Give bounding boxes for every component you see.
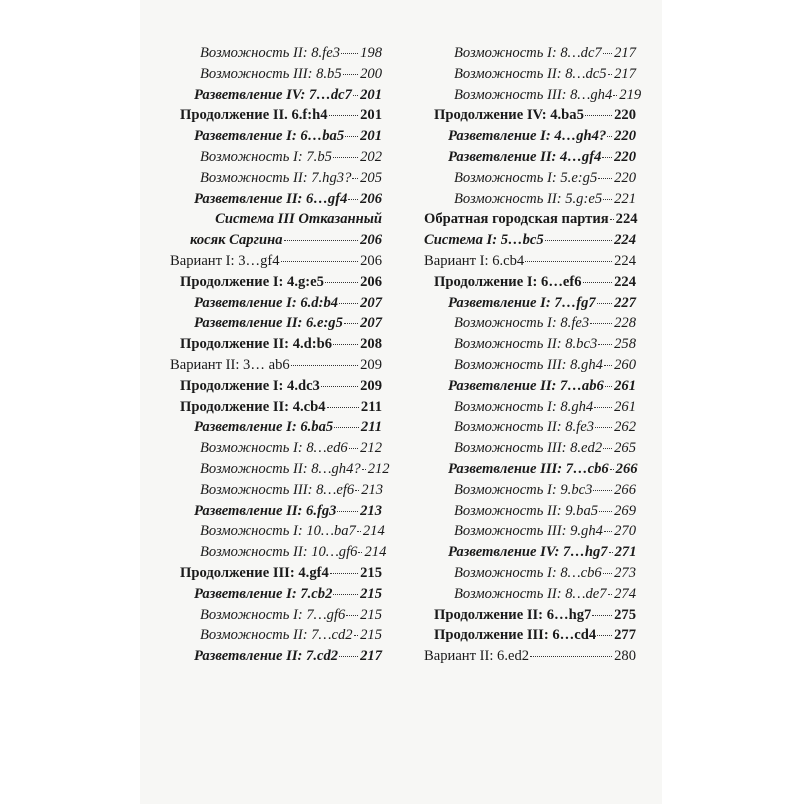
- toc-entry-page-number: 220: [614, 107, 636, 124]
- dot-leader: [339, 303, 358, 304]
- toc-entry-label: Возможность III: 8.gh4: [454, 356, 603, 373]
- toc-right-column: [424, 43, 642, 667]
- toc-entry-page-number: 206: [360, 252, 382, 269]
- toc-entry-label: Возможность I: 7…gf6: [200, 606, 346, 623]
- toc-entry-label: Разветвление II: 6.e:g5: [194, 315, 343, 332]
- dot-leader: [345, 136, 358, 137]
- toc-entry: [170, 313, 382, 334]
- toc-entry: [170, 376, 382, 397]
- toc-entry-page-number: 212: [360, 440, 382, 457]
- toc-entry: [170, 251, 382, 272]
- toc-entry-label: Возможность II: 7…cd2: [200, 627, 353, 644]
- toc-entry: [170, 584, 382, 605]
- toc-entry-page-number: 201: [360, 107, 382, 124]
- toc-entry-label: Продолжение II. 6.f:h4: [180, 107, 328, 124]
- dot-leader: [357, 531, 361, 532]
- toc-entry: [424, 417, 636, 438]
- dot-leader: [610, 219, 614, 220]
- toc-entry: [424, 272, 636, 293]
- toc-entry-label: Разветвление I: 4…gh4?: [448, 128, 607, 145]
- toc-entry: [424, 501, 636, 522]
- toc-entry-page-number: 205: [360, 169, 382, 186]
- toc-entry-page-number: 220: [614, 169, 636, 186]
- dot-leader: [341, 53, 358, 54]
- toc-entry-label: Возможность II: 8…de7: [454, 585, 607, 602]
- dot-leader: [593, 490, 612, 491]
- toc-entry: [424, 168, 636, 189]
- dot-leader: [281, 261, 359, 262]
- toc-entry-label: Возможность II: 5.g:e5: [454, 190, 603, 207]
- toc-entry-page-number: 214: [364, 544, 387, 561]
- toc-entry: [424, 459, 636, 480]
- dot-leader: [530, 656, 612, 657]
- toc-entry-label: Вариант II: 6.ed2: [424, 648, 530, 665]
- toc-entry: [170, 625, 382, 646]
- toc-entry-label: Возможность III: 9.gh4: [454, 523, 603, 540]
- toc-entry: [424, 43, 636, 64]
- toc-entry-label: Разветвление I: 6…ba5: [194, 128, 345, 145]
- dot-leader: [597, 635, 612, 636]
- toc-entry-label: Разветвление III: 7…cb6: [448, 460, 609, 477]
- toc-entry-page-number: 224: [615, 211, 638, 228]
- toc-entry-page-number: 211: [360, 419, 382, 436]
- toc-entry-page-number: 201: [360, 86, 382, 103]
- toc-entry-label: Продолжение II: 4.d:b6: [180, 336, 333, 353]
- toc-entry: [170, 168, 382, 189]
- toc-entry: [170, 459, 390, 480]
- dot-leader: [605, 386, 612, 387]
- toc-entry-label: Разветвление II: 6.fg3: [194, 502, 337, 519]
- toc-entry: [170, 64, 382, 85]
- toc-entry: [424, 625, 636, 646]
- toc-entry-label: Возможность II: 8.fe3: [200, 45, 341, 61]
- toc-entry: [424, 313, 636, 334]
- toc-entry: [424, 563, 636, 584]
- dot-leader: [352, 178, 358, 179]
- toc-entry-page-number: 207: [360, 315, 382, 332]
- toc-entry-label: Система III Отказанный: [215, 211, 382, 228]
- toc-entry-label: Разветвление I: 6.d:b4: [194, 294, 339, 311]
- dot-leader: [343, 74, 358, 75]
- toc-entry: [170, 189, 382, 210]
- dot-leader: [346, 615, 358, 616]
- toc-entry-label: Возможность I: 8…dc7: [454, 45, 602, 61]
- toc-entry: [170, 126, 382, 147]
- toc-entry: [170, 355, 382, 376]
- toc-entry-label: Разветвление II: 7…ab6: [448, 377, 604, 394]
- dot-leader: [590, 323, 612, 324]
- toc-entry: [170, 438, 382, 459]
- toc-entry: [424, 293, 636, 314]
- toc-entry: [170, 563, 382, 584]
- toc-entry: [170, 480, 382, 501]
- toc-entry-page-number: 266: [614, 481, 636, 498]
- toc-entry-page-number: 206: [360, 232, 382, 249]
- toc-entry: [170, 43, 382, 64]
- toc-entry: [170, 230, 382, 251]
- toc-entry-page-number: 209: [360, 377, 382, 394]
- toc-entry-page-number: 215: [360, 585, 382, 602]
- toc-entry-page-number: 213: [360, 502, 382, 519]
- toc-entry-label: Возможность III: 8.ed2: [454, 440, 603, 457]
- toc-entry-page-number: 209: [360, 356, 382, 373]
- dot-leader: [291, 365, 358, 366]
- toc-entry-label: Разветвление I: 7.cb2: [194, 585, 333, 602]
- toc-entry: [170, 501, 382, 522]
- dot-leader: [603, 448, 612, 449]
- dot-leader: [613, 95, 617, 96]
- toc-entry: [424, 64, 636, 85]
- toc-entry-label: Возможность I: 5.e:g5: [454, 169, 598, 186]
- dot-leader: [595, 427, 612, 428]
- dot-leader: [585, 115, 612, 116]
- toc-entry-label: Разветвление I: 6.ba5: [194, 419, 334, 436]
- toc-entry-label: Вариант II: 3… ab6: [170, 356, 290, 373]
- toc-entry-label: Возможность III: 8…gh4: [454, 86, 613, 103]
- toc-entry: [424, 355, 636, 376]
- toc-entry: [170, 542, 387, 563]
- toc-entry-page-number: 269: [614, 502, 636, 519]
- toc-entry-page-number: 202: [360, 148, 382, 165]
- toc-entry: [424, 521, 636, 542]
- dot-leader: [598, 178, 612, 179]
- toc-entry-label: Возможность I: 10…ba7: [200, 523, 356, 540]
- toc-entry-label: Система I: 5…bc5: [424, 232, 544, 249]
- toc-entry: [170, 605, 382, 626]
- toc-entry: [424, 542, 636, 563]
- toc-entry: [424, 646, 636, 667]
- toc-entry: [170, 334, 382, 355]
- toc-entry-label: Возможность II: 10…gf6: [200, 544, 358, 561]
- dot-leader: [333, 594, 358, 595]
- toc-entry-label: Продолжение I: 4.g:e5: [180, 273, 324, 290]
- dot-leader: [607, 136, 612, 137]
- dot-leader: [604, 365, 612, 366]
- dot-leader: [339, 656, 358, 657]
- toc-entry: [424, 334, 636, 355]
- dot-leader: [603, 573, 612, 574]
- toc-entry-page-number: 277: [614, 627, 636, 644]
- toc-entry-label: Продолжение IV: 4.ba5: [434, 107, 584, 124]
- toc-entry-label: Возможность I: 8.gh4: [454, 398, 594, 415]
- toc-entry-page-number: 274: [614, 585, 636, 602]
- toc-entry-label: Возможность II: 8.bc3: [454, 336, 598, 353]
- toc-entry: [170, 105, 382, 126]
- toc-entry-page-number: 280: [614, 648, 636, 665]
- toc-entry: [424, 605, 636, 626]
- toc-left-column: [170, 43, 390, 667]
- toc-entry-page-number: 261: [614, 398, 636, 415]
- toc-entry-page-number: 213: [361, 481, 384, 498]
- dot-leader: [604, 531, 612, 532]
- toc-entry-page-number: 219: [619, 86, 642, 103]
- toc-entry-page-number: 217: [614, 45, 636, 61]
- toc-entry-label: Разветвление II: 4…gf4: [448, 148, 602, 165]
- toc-entry: [170, 272, 382, 293]
- toc-entry-page-number: 258: [614, 336, 636, 353]
- toc-entry-page-number: 224: [614, 252, 636, 269]
- toc-entry-label: Продолжение I: 6…ef6: [434, 273, 582, 290]
- dot-leader: [597, 303, 612, 304]
- toc-entry-label: Возможность II: 7.hg3?: [200, 169, 352, 186]
- toc-entry-label: Возможность II: 8…gh4?: [200, 460, 361, 477]
- toc-entry-label: Возможность I: 9.bc3: [454, 481, 593, 498]
- dot-leader: [333, 344, 358, 345]
- toc-entry-page-number: 208: [360, 336, 382, 353]
- dot-leader: [583, 282, 613, 283]
- toc-entry-label: Возможность I: 8.fe3: [454, 315, 590, 332]
- dot-leader: [348, 199, 358, 200]
- toc-entry: [170, 85, 382, 106]
- toc-entry-label: косяк Саргина: [190, 232, 283, 249]
- toc-entry: [424, 230, 636, 251]
- toc-entry-page-number: 224: [614, 232, 636, 249]
- toc-entry-page-number: 212: [367, 460, 390, 477]
- dot-leader: [329, 115, 359, 116]
- toc-entry: [170, 417, 382, 438]
- toc-entry-label: Вариант I: 3…gf4: [170, 252, 280, 269]
- toc-entry-label: Вариант I: 6.cb4: [424, 252, 525, 269]
- toc-entry: [424, 209, 636, 230]
- toc-entry-label: Возможность II: 8…dc5: [454, 65, 607, 82]
- toc-entry-label: Возможность III: 8…ef6: [200, 481, 355, 498]
- dot-leader: [603, 53, 612, 54]
- toc-entry-page-number: 266: [615, 460, 638, 477]
- dot-leader: [362, 469, 366, 470]
- toc-entry-page-number: 227: [614, 294, 636, 311]
- dot-leader: [321, 386, 358, 387]
- toc-entry-page-number: 215: [360, 606, 382, 623]
- toc-entry-label: Продолжение I: 4.dc3: [180, 377, 320, 394]
- dot-leader: [594, 407, 612, 408]
- toc-entry-page-number: 206: [360, 273, 382, 290]
- toc-entry-page-number: 271: [614, 544, 637, 561]
- toc-entry: [424, 147, 636, 168]
- dot-leader: [337, 511, 358, 512]
- dot-leader: [608, 594, 613, 595]
- dot-leader: [349, 448, 358, 449]
- dot-leader: [358, 552, 362, 553]
- toc-entry-page-number: 262: [614, 419, 636, 436]
- toc-entry-label: Возможность II: 9.ba5: [454, 502, 599, 519]
- toc-entry: [170, 521, 385, 542]
- toc-entry-page-number: 228: [614, 315, 636, 332]
- toc-entry-page-number: 217: [360, 648, 382, 665]
- toc-entry: [170, 209, 382, 230]
- toc-entry-page-number: 207: [360, 294, 382, 311]
- toc-entry: [170, 397, 382, 418]
- toc-entry: [170, 293, 382, 314]
- toc-entry: [170, 147, 382, 168]
- dot-leader: [327, 407, 359, 408]
- toc-entry-label: Продолжение II: 6…hg7: [434, 606, 592, 623]
- dot-leader: [545, 240, 612, 241]
- toc-entry-label: Разветвление II: 6…gf4: [194, 190, 348, 207]
- dot-leader: [598, 344, 612, 345]
- toc-entry-label: Обратная городская партия: [424, 211, 609, 228]
- dot-leader: [344, 323, 358, 324]
- toc-entry: [424, 438, 636, 459]
- toc-entry-page-number: 270: [614, 523, 636, 540]
- dot-leader: [333, 157, 358, 158]
- dot-leader: [603, 199, 612, 200]
- toc-entry-label: Продолжение II: 4.cb4: [180, 398, 326, 415]
- dot-leader: [355, 490, 359, 491]
- toc-entry-label: Продолжение III: 6…cd4: [434, 627, 597, 644]
- toc-entry: [424, 189, 636, 210]
- toc-entry-page-number: 201: [360, 128, 382, 145]
- toc-entry-page-number: 217: [614, 65, 636, 82]
- toc-entry-label: Разветвление IV: 7…hg7: [448, 544, 608, 561]
- toc-entry-label: Продолжение III: 4.gf4: [180, 564, 329, 581]
- toc-entry-label: Возможность I: 8…cb6: [454, 564, 602, 581]
- toc-entry: [170, 646, 382, 667]
- toc-entry-page-number: 200: [360, 65, 382, 82]
- toc-entry-label: Возможность III: 8.b5: [200, 65, 342, 82]
- dot-leader: [608, 74, 613, 75]
- toc-entry-page-number: 265: [614, 440, 636, 457]
- dot-leader: [599, 511, 612, 512]
- toc-entry-page-number: 206: [360, 190, 382, 207]
- dot-leader: [609, 552, 613, 553]
- toc-entry-label: Возможность I: 7.b5: [200, 148, 332, 165]
- dot-leader: [325, 282, 358, 283]
- toc-entry: [424, 251, 636, 272]
- toc-entry: [424, 397, 636, 418]
- dot-leader: [592, 615, 612, 616]
- toc-entry-page-number: 215: [360, 564, 382, 581]
- dot-leader: [602, 157, 612, 158]
- toc-entry: [424, 376, 636, 397]
- dot-leader: [334, 427, 359, 428]
- toc-entry-page-number: 273: [614, 564, 636, 581]
- toc-entry-page-number: 215: [360, 627, 382, 644]
- toc-entry: [424, 480, 636, 501]
- toc-entry-label: Разветвление I: 7…fg7: [448, 294, 596, 311]
- dot-leader: [284, 240, 359, 241]
- toc-entry-page-number: 220: [614, 128, 636, 145]
- toc-entry-page-number: 261: [614, 377, 636, 394]
- toc-entry-page-number: 224: [614, 273, 636, 290]
- toc-entry: [424, 105, 636, 126]
- toc-entry-label: Возможность I: 8…ed6: [200, 440, 348, 457]
- toc-entry-label: Разветвление II: 7.cd2: [194, 648, 339, 665]
- dot-leader: [354, 635, 359, 636]
- toc-entry-page-number: 211: [360, 398, 382, 415]
- toc-entry: [424, 85, 642, 106]
- toc-entry-page-number: 220: [614, 148, 636, 165]
- toc-entry: [424, 126, 636, 147]
- dot-leader: [525, 261, 612, 262]
- dot-leader: [330, 573, 358, 574]
- toc-entry-page-number: 214: [362, 523, 385, 540]
- toc-entry-page-number: 221: [614, 190, 636, 207]
- toc-entry-label: Разветвление IV: 7…dc7: [194, 86, 352, 103]
- toc-entry-page-number: 198: [360, 45, 382, 61]
- dot-leader: [353, 95, 358, 96]
- toc-entry-page-number: 260: [614, 356, 636, 373]
- toc-entry-page-number: 275: [614, 606, 636, 623]
- toc-entry: [424, 584, 636, 605]
- toc-entry-label: Возможность II: 8.fe3: [454, 419, 595, 436]
- dot-leader: [610, 469, 614, 470]
